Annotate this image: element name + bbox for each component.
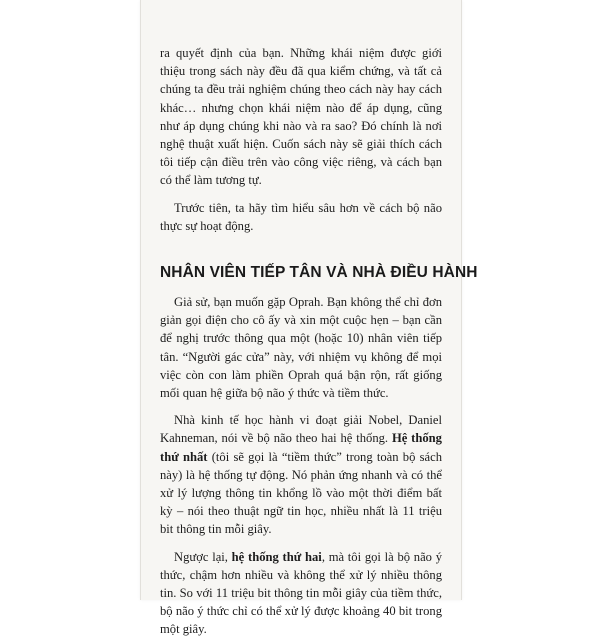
page-content [160, 44, 478, 639]
section-heading: NHÂN VIÊN TIẾP TÂN VÀ NHÀ ĐIỀU HÀNH [160, 264, 478, 282]
paragraph-intro: ra quyết định của bạn. Những khái niệm được giới thiệu trong sách này đều đã qua kiểm chứng, và tất cả chúng ta đều trải nghiệm chúng theo cách này hay cách khác… nhưng chọn khái niệm nào để áp dụng, cũng như áp dụng chúng khi nào và ra sao? Đó chính là nơi nghệ thuật xuất hiện. Cuốn sách này sẽ giải thích cách tôi tiếp cận điều trên vào công việc riêng, và cách bạn có thể làm tương tự. [160, 46, 442, 188]
paragraph-kahneman [160, 411, 442, 538]
paragraph-kahneman-text-b: (tôi sẽ gọi là “tiềm thức” trong toàn bộ sách này) là hệ thống tự động. Nó phản ứng nhanh và có thể xử lý lượng thông tin khổng lồ vào một thời điểm bất kỳ – nói theo thuật ngữ tin học, nhiều nhất là 11 triệu bit thông tin mỗi giây. [160, 449, 443, 537]
term-system-two: hệ thống thứ hai [231, 549, 322, 564]
paragraph-system-two-text-a: Ngược lại, [174, 549, 232, 564]
paragraph-system-two [160, 548, 442, 639]
paragraph-system-two-text-b: , mà tôi gọi là bộ não ý thức, chậm hơn nhiều và không thể xử lý nhiều thông tin. So với 11 triệu bit thông tin mỗi giây của tiềm thức, bộ não ý thức chỉ có thể xử lý được khoảng 40 bit trong một giây. [160, 549, 443, 637]
term-system-one: Hệ thống thứ nhất [160, 431, 442, 464]
paragraph-kahneman-text-a: Nhà kinh tế học hành vi đoạt giải Nobel, Daniel Kahneman, nói về bộ não theo hai hệ thống. [160, 413, 442, 446]
paragraph-oprah: Giả sử, bạn muốn gặp Oprah. Bạn không thể chỉ đơn giản gọi điện cho cô ấy và xin một cuộc hẹn – bạn cần để nghị trước thông qua một (hoặc 10) nhân viên tiếp tân. “Người gác cửa” này, với nhiệm vụ không để mọi việc còn con làm phiền Oprah quá bận rộn, rất giống mối quan hệ giữa bộ não ý thức và tiềm thức. [160, 295, 442, 401]
paragraph-transition: Trước tiên, ta hãy tìm hiểu sâu hơn về cách bộ não thực sự hoạt động. [160, 200, 442, 233]
